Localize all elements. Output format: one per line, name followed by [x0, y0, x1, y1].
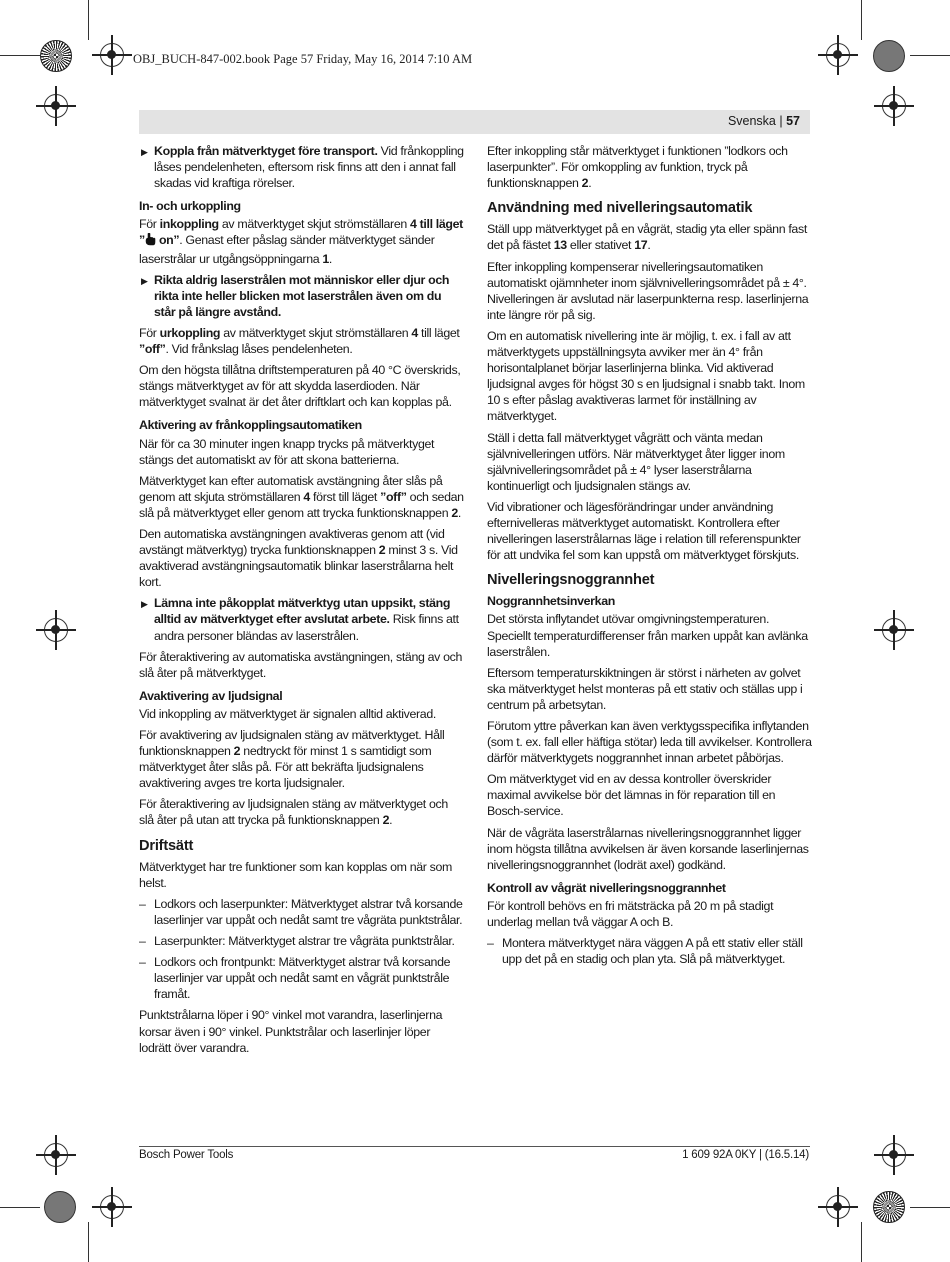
- paragraph-leveling-retry: Ställ i detta fall mätverktyget vågrätt och vänta medan självnivelleringen utförs. När mätverktyget åter ligger inom självnivelleringsområdet på ± 4° lyser laserstrålarna kontinuerligt och ljudsignalen stängs av.: [487, 430, 785, 493]
- footer-left: Bosch Power Tools: [139, 1149, 234, 1161]
- heading-in-urkoppling: In- och urkoppling: [139, 199, 241, 214]
- gray-target-icon: [44, 1191, 76, 1223]
- paragraph-sound-default: Vid inkoppling av mätverktyget är signalen alltid aktiverad.: [139, 706, 436, 721]
- paragraph-temperature: Om den högsta tillåtna driftstemperaturen på 40 °C överskrids, stängs mätverktyget av för att skydda laserdioden. När mätverktyget svalnat är det åter driftklart och kan kopplas på.: [139, 363, 461, 410]
- registration-mark-icon: [826, 43, 850, 67]
- star-target-icon: [873, 1191, 905, 1223]
- paragraph-tripod: Eftersom temperaturskiktningen är störst i närheten av golvet ska mätverktyget helst monteras på ett stativ och ställas upp i centrum på arbetsytan.: [487, 665, 803, 712]
- registration-mark-icon: [882, 1143, 906, 1167]
- registration-mark-icon: [44, 618, 68, 642]
- paragraph-compensation: Efter inkoppling kompenserar nivelleringsautomatiken automatiskt ojämnheter inom självnivelleringsområdet på ± 4°. Nivelleringen är avslutad när laserpunkterna resp. laserlinjerna inte längre rör på sig.: [487, 259, 809, 322]
- header-bar: [139, 110, 810, 134]
- heading-auto-off: Aktivering av frånkopplingsautomatiken: [139, 418, 362, 433]
- page-number: 57: [786, 114, 800, 128]
- warning-unattended: ▶ Lämna inte påkopplat mätverktyg utan uppsikt, stäng alltid av mätverktyget efter avslutat arbete. Risk finns att andra personer bländas av laserstrålen.: [139, 595, 464, 643]
- registration-mark-icon: [100, 1195, 124, 1219]
- footer-rule: [139, 1146, 810, 1147]
- paragraph-reactivate-auto: För återaktivering av automatiska avstängningen, stäng av och slå åter på mätverktyget.: [139, 649, 463, 680]
- paragraph-setup: Ställ upp mätverktyget på en vågrät, stadig yta eller spänn fast det på fästet 13 eller stativet 17.: [487, 222, 807, 253]
- right-column: [487, 143, 812, 972]
- list-item: – Lodkors och frontpunkt: Mätverktyget alstrar två korsande laserlinjer var uppåt och nedåt samt en vågrät punktstråle framåt.: [139, 954, 464, 1002]
- registration-mark-icon: [44, 94, 68, 118]
- print-slug: OBJ_BUCH-847-002.book Page 57 Friday, May 16, 2014 7:10 AM: [133, 52, 473, 66]
- registration-mark-icon: [882, 618, 906, 642]
- paragraph-service: Om mätverktyget vid en av dessa kontroller överskrider maximal avvikelse bör det lämnas in för reparation till en Bosch-service.: [487, 772, 776, 819]
- header-separator: |: [775, 114, 787, 128]
- warning-transport: ▶ Koppla från mätverktyget före transport. Vid frånkoppling låses pendelenheten, eftersom risk finns att den i annat fall skadas vid kraftiga rörelser.: [139, 143, 464, 191]
- heading-auto-leveling: Användning med nivelleringsautomatik: [487, 200, 753, 217]
- paragraph-sound-off: För avaktivering av ljudsignalen stäng av mätverktyget. Håll funktionsknappen 2 nedtryckt för minst 1 s samtidigt som mätverktyget åter slås på. För att bekräfta ljudsignalens avaktivering avges tre korta ljudsignaler.: [139, 728, 445, 791]
- paragraph-tool-influence: Förutom yttre påverkan kan även verktygsspecifika inflytanden (som t. ex. fall eller häftiga stötar) leda till avvikelser. Kontrollera därför mätverktygets noggrannhet innan arbetet påbörjas.: [487, 719, 812, 766]
- registration-mark-icon: [882, 94, 906, 118]
- paragraph-modes-intro: Mätverktyget har tre funktioner som kan kopplas om när som helst.: [139, 859, 453, 890]
- paragraph-temperature-influence: Det största inflytandet utövar omgivningstemperaturen. Speciellt temperaturdifferenser från marken uppåt kan avlänka laserstrålen.: [487, 612, 808, 659]
- running-header: [728, 114, 800, 128]
- paragraph-vibration: Vid vibrationer och lägesförändringar under användning efternivelleras mätverktyget automatiskt. Kontrollera efter nivelleringen laserstrålarnas läge i relation till referenspunkter för att undvika fel som kan uppstå om mätverktyget förskjuts.: [487, 499, 801, 563]
- registration-mark-icon: [100, 43, 124, 67]
- warning-laser-eyes: ▶ Rikta aldrig laserstrålen mot människor eller djur och rikta inte heller blicken mot laserstrålen även om du står på längre avstånd.: [139, 272, 464, 320]
- paragraph-inkoppling: För inkoppling av mätverktyget skjut strömställaren 4 till läget ” on”. Genast efter påslag sänder mätverktyget sänder laserstrålar ur utgångsöppningarna 1.: [139, 217, 463, 266]
- star-target-icon: [40, 40, 72, 72]
- heading-accuracy: Nivelleringsnoggrannhet: [487, 572, 655, 589]
- heading-horizontal-check: Kontroll av vågrät nivelleringsnoggrannhet: [487, 880, 726, 895]
- paragraph-auto-off: När för ca 30 minuter ingen knapp trycks på mätverktyget stängs det automatiskt av för att skona batterierna.: [139, 436, 435, 467]
- footer-right: 1 609 92A 0KY | (16.5.14): [682, 1149, 809, 1161]
- heading-accuracy-influence: Noggrannhetsinverkan: [487, 594, 615, 609]
- heading-driftsatt: Driftsätt: [139, 837, 194, 854]
- registration-mark-icon: [826, 1195, 850, 1219]
- paragraph-urkoppling: För urkoppling av mätverktyget skjut strömställaren 4 till läget ”off”. Vid frånkslag låses pendelenheten.: [139, 325, 460, 357]
- paragraph-default-mode: Efter inkoppling står mätverktyget i funktionen ”lodkors och laserpunkter”. För omkoppling av funktion, tryck på funktionsknappen 2.: [487, 144, 788, 191]
- left-column: [139, 143, 464, 1061]
- paragraph-angles: Punktstrålarna löper i 90° vinkel mot varandra, laserlinjerna korsar även i 90° vinkel. Punktstrålar och laserlinjer löper lodrätt över varandra.: [139, 1008, 443, 1055]
- gray-target-icon: [873, 40, 905, 72]
- heading-sound-signal: Avaktivering av ljudsignal: [139, 688, 283, 703]
- hand-switch-icon: [145, 233, 156, 250]
- list-item: – Lodkors och laserpunkter: Mätverktyget alstrar två korsande laserlinjer var uppåt och nedåt samt tre vågräta punktstrålar.: [139, 896, 464, 928]
- paragraph-sound-on: För återaktivering av ljudsignalen stäng av mätverktyget och slå åter på utan att trycka på funktionsknappen 2.: [139, 797, 448, 828]
- list-item: – Laserpunkter: Mätverktyget alstrar tre vågräta punktstrålar.: [139, 933, 464, 949]
- paragraph-leveling-fail: Om en automatisk nivellering inte är möjlig, t. ex. i fall av att mätverktygets uppställningsyta avviker mer än 4° från horisontalplanet börjar laserlinjerna blinka. Vid aktiverad ljudsignal avges för högst 30 s en ljudsignal i snabb takt. Inom 10 s efter påslag avaktiveras larmet för inställning av mätverktyget.: [487, 328, 805, 424]
- paragraph-restart: Mätverktyget kan efter automatisk avstängning åter slås på genom att skjuta strömställaren 4 först till läget ”off” och sedan slå på mätverktyget eller genom att trycka funktionsknappen 2.: [139, 473, 464, 520]
- registration-mark-icon: [44, 1143, 68, 1167]
- header-language: Svenska: [727, 114, 776, 128]
- paragraph-deactivate-auto: Den automatiska avstängningen avaktiveras genom att (vid avstängt mätverktyg) trycka funktionsknappen 2 minst 3 s. Vid avaktiverad avstängningsautomatik blinkar laserstrålarna helt kort.: [139, 526, 458, 590]
- paragraph-check-distance: För kontroll behövs en fri mätsträcka på 20 m på stadigt underlag mellan två väggar A och B.: [487, 898, 774, 930]
- list-item: – Montera mätverktyget nära väggen A på ett stativ eller ställ upp det på en stadig och plan yta. Slå på mätverktyget.: [487, 935, 812, 967]
- paragraph-vertical-ok: När de vågräta laserstrålarnas nivelleringsnoggrannhet ligger inom högsta tillåtna avvikelsen är även korsande laserlinjernas nivelleringsnoggrannhet (lodrät axel) godkänd.: [487, 825, 809, 872]
